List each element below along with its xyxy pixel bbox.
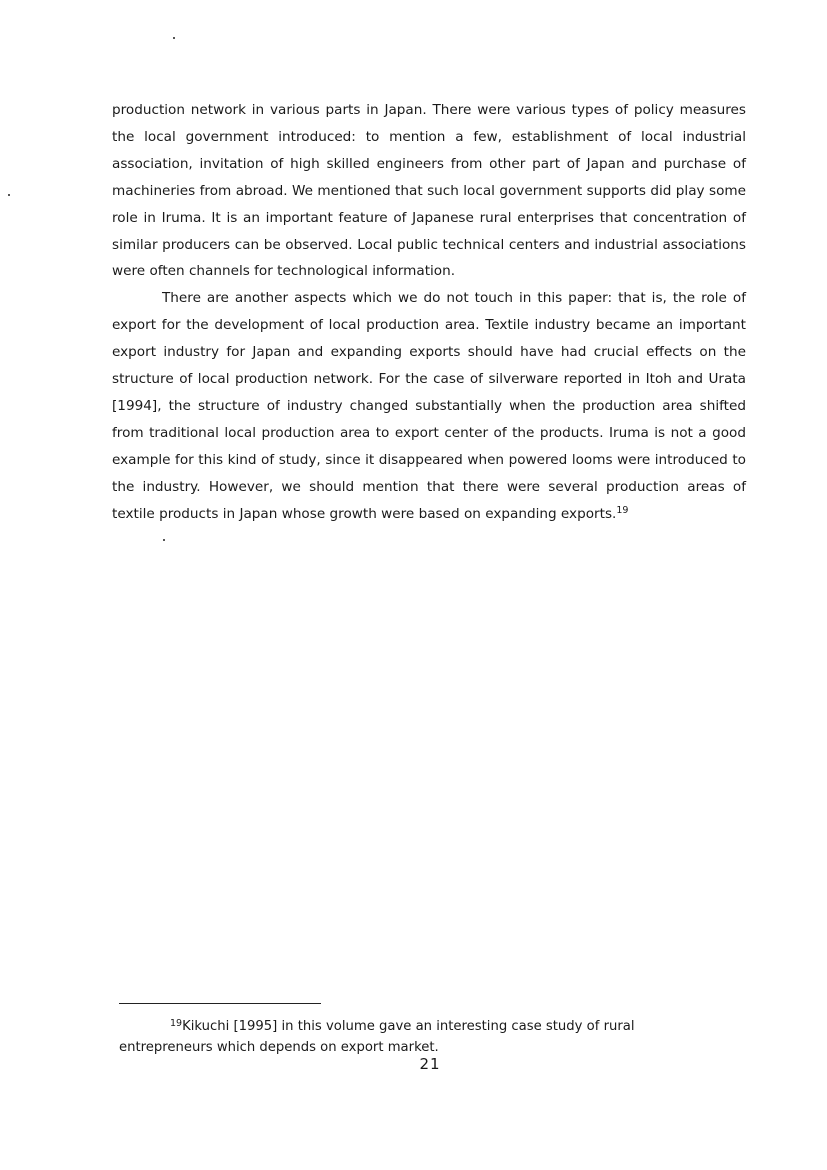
paragraph-1-text: production network in various parts in Japan. There were various types of policy measures the local government introduced: to mention a few, establishment of local industrial association, invitation of high skilled engineers from other part of Japan and purchase of machineries from abroad. We mentioned that such local government supports did play some role in Iruma. It is an important feature of Japanese rural enterprises that concentration of similar producers can be observed. Local public technical centers and industrial associations were often channels for technological information. xyxy=(112,102,746,280)
paragraph-1 xyxy=(112,97,746,285)
footnote-separator xyxy=(119,1003,321,1004)
footnote-text-1: Kikuchi [1995] in this volume gave an interesting case study of rural xyxy=(182,1019,635,1034)
page-number: 21 xyxy=(419,1055,441,1073)
paragraph-2-text: There are another aspects which we do not touch in this paper: that is, the role of export for the development of local production area. Textile industry became an important export industry for Japan and expanding exports should have had crucial effects on the structure of local production network. For the case of silverware reported in Itoh and Urata [1994], the structure of industry changed substantially when the production area shifted from traditional local production area to export center of the products. Iruma is not a good example for this kind of study, since it disappeared when powered looms were introduced to the industry. However, we should mention that there were several production areas of textile products in Japan whose growth were based on expanding exports. xyxy=(112,290,746,522)
scan-speck xyxy=(163,539,165,541)
footnote-number: 19 xyxy=(170,1018,183,1029)
footnote xyxy=(119,1016,679,1058)
scan-speck xyxy=(173,37,175,39)
footnote-line-2: entrepreneurs which depends on export market. xyxy=(119,1040,439,1055)
paragraph-2 xyxy=(112,285,746,527)
body-text xyxy=(112,97,746,528)
footnote-line-1 xyxy=(119,1016,679,1037)
footnote-reference[interactable]: 19 xyxy=(616,504,629,516)
scan-speck xyxy=(8,194,10,196)
